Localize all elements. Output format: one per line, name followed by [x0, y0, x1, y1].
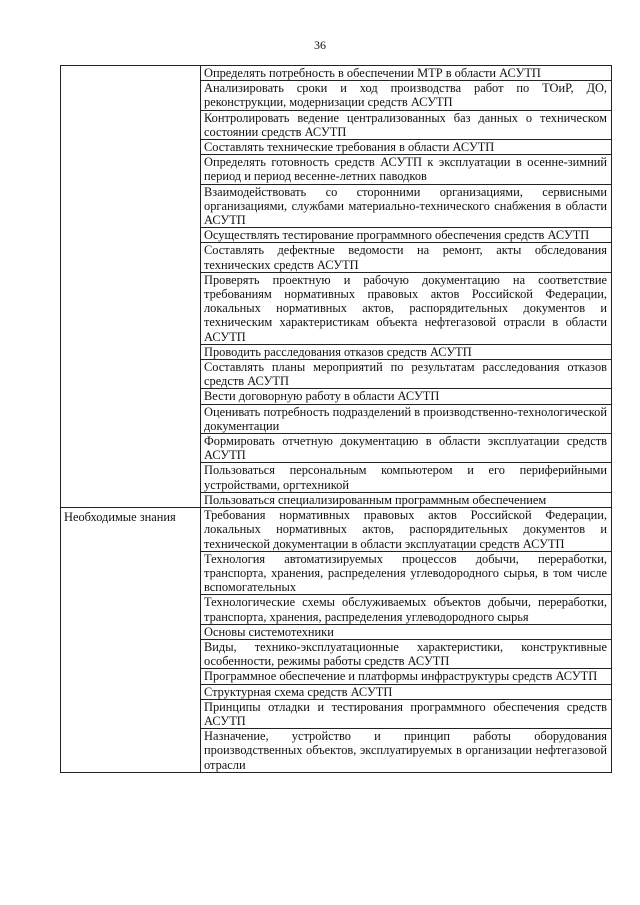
- skill-item: Проверять проектную и рабочую документацию на соответствие требованиям нормативных правовых актов Российской Федерации, локальных нормативных актов, распорядительных документов и техническим характеристикам объекта нефтегазовой отрасли в области АСУТП: [201, 272, 612, 344]
- skill-item: Взаимодействовать со сторонними организациями, сервисными организациями, службами материально-технического снабжения в области АСУТП: [201, 184, 612, 228]
- knowledge-item: Виды, технико-эксплуатационные характеристики, конструктивные особенности, режимы работы средств АСУТП: [201, 639, 612, 668]
- skill-item: Определять потребность в обеспечении МТР в области АСУТП: [201, 66, 612, 81]
- requirements-table: [60, 65, 612, 773]
- section-label: Необходимые знания: [64, 510, 176, 525]
- required-knowledge-label: [61, 508, 201, 773]
- knowledge-item: Основы системотехники: [201, 624, 612, 639]
- skill-item: Проводить расследования отказов средств АСУТП: [201, 344, 612, 359]
- knowledge-item: Назначение, устройство и принцип работы оборудования производственных объектов, эксплуатируемых в организации нефтегазовой отрасли: [201, 729, 612, 773]
- table-row: [61, 66, 612, 81]
- table-row: [61, 508, 612, 552]
- skill-item: Пользоваться специализированным программным обеспечением: [201, 492, 612, 507]
- section-label-cell: [61, 66, 201, 508]
- knowledge-item: Программное обеспечение и платформы инфраструктуры средств АСУТП: [201, 669, 612, 684]
- skill-item: Составлять технические требования в области АСУТП: [201, 140, 612, 155]
- knowledge-item: Требования нормативных правовых актов Российской Федерации, локальных нормативных актов, распорядительных документов и технической документации в области эксплуатации средств АСУТП: [201, 508, 612, 552]
- skill-item: Контролировать ведение централизованных баз данных о техническом состоянии средств АСУТП: [201, 110, 612, 139]
- skill-item: Определять готовность средств АСУТП к эксплуатации в осенне-зимний период и период весенне-летних паводков: [201, 155, 612, 184]
- section-label: [64, 66, 196, 68]
- table-body: [61, 66, 612, 773]
- skill-item: Формировать отчетную документацию в области эксплуатации средств АСУТП: [201, 434, 612, 463]
- skill-item: Пользоваться персональным компьютером и его периферийными устройствами, оргтехникой: [201, 463, 612, 492]
- skill-item: Составлять планы мероприятий по результатам расследования отказов средств АСУТП: [201, 360, 612, 389]
- knowledge-item: Структурная схема средств АСУТП: [201, 684, 612, 699]
- page-number: 36: [314, 38, 326, 52]
- knowledge-item: Технология автоматизируемых процессов добычи, переработки, транспорта, хранения, распределения углеводородного сырья, в том числе вспомогательных: [201, 551, 612, 595]
- skill-item: Оценивать потребность подразделений в производственно-технологической документации: [201, 404, 612, 433]
- skill-item: Анализировать сроки и ход производства работ по ТОиР, ДО, реконструкции, модернизации средств АСУТП: [201, 81, 612, 110]
- knowledge-item: Технологические схемы обслуживаемых объектов добычи, переработки, транспорта, хранения, распределения углеводородного сырья: [201, 595, 612, 624]
- skill-item: Составлять дефектные ведомости на ремонт, акты обследования технических средств АСУТП: [201, 243, 612, 272]
- knowledge-item: Принципы отладки и тестирования программного обеспечения средств АСУТП: [201, 699, 612, 728]
- skill-item: Вести договорную работу в области АСУТП: [201, 389, 612, 404]
- skill-item: Осуществлять тестирование программного обеспечения средств АСУТП: [201, 228, 612, 243]
